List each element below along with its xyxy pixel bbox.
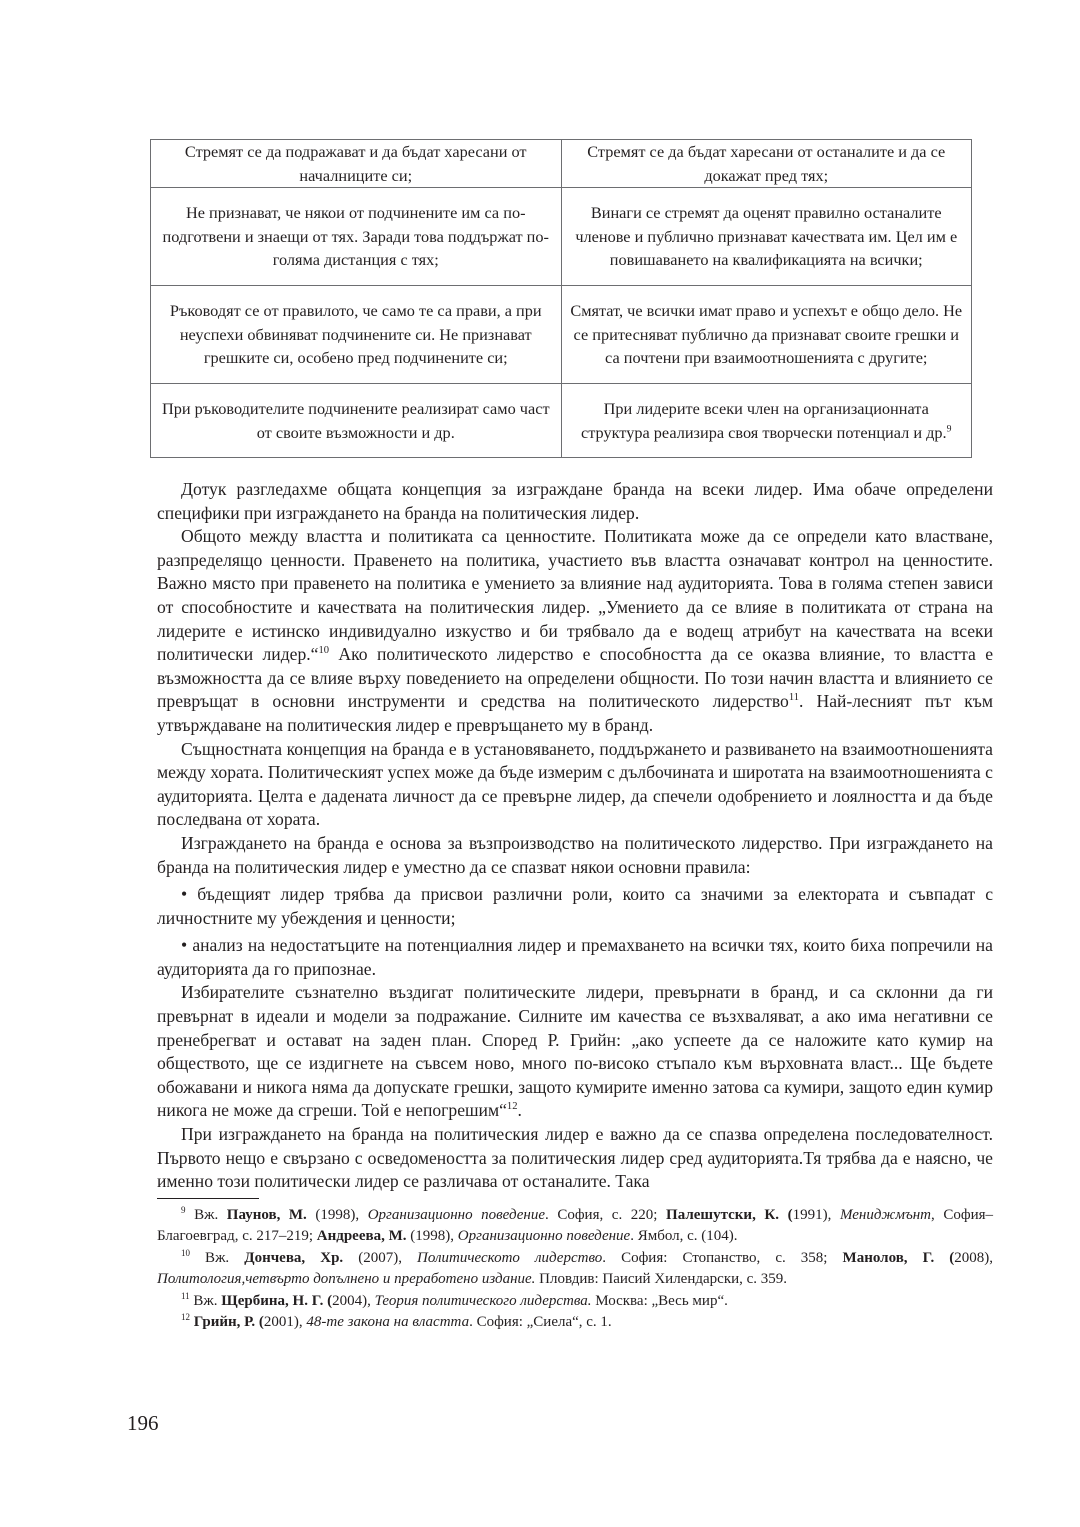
- text-run: Общото между властта и политиката са ценностите. Политиката може да се определи като властване, разпределящо ценности. Правенето на политика, участието във властта означават контрол на ценностите. Важно място при правенето на политика е умението за влияние над аудиторията. Това в голяма степен зависи от способностите и качествата на политическия лидер. „Умението да се влияе в политиката от страна на лидерите е истинско индивидуално изкуство и би трябвало да е водещ атрибут на качествата на всеки политически лидер.“: [157, 526, 993, 665]
- bullet-item: [157, 934, 993, 981]
- cell-leaders: [561, 188, 972, 286]
- paragraph: [157, 981, 993, 1123]
- text-run: Палешутски, К. (: [666, 1206, 793, 1223]
- text-run: Вж.: [189, 1292, 222, 1309]
- text-run: 2004),: [332, 1292, 375, 1309]
- text-run: Същностната концепция на бранда е в установяването, поддържането и развиването на взаимоотношенията между хората. Политическият успех може да бъде измерим с дълбочината и широтата на взаимоотношенията с аудиторията. Целта е дадената личност да се превърне лидер, да спечели одобрението и лоялността и да бъде последвана от хората.: [157, 738, 993, 830]
- text-run: Паунов, М.: [226, 1206, 307, 1223]
- paragraph: [157, 478, 993, 525]
- table-row: [151, 384, 972, 458]
- text-run: При изграждането на бранда на политическия лидер е важно да се спазва определена последователност. Първото нещо е свързано с осведомеността за политическия лидер сред аудиторията.Тя трябва да е наясно, че именно този политически лидер се различава от останалите. Така: [157, 1124, 993, 1192]
- text-run: Щербина, Н. Г. (: [221, 1292, 333, 1309]
- text-run: Андреева, М.: [316, 1228, 407, 1245]
- footnote: [157, 1205, 993, 1248]
- paragraph: [157, 525, 993, 737]
- footnote-ref: 11: [788, 692, 799, 704]
- cell-text: Ръководят се от правилото, че само те са прави, а при неуспехи обвиняват подчинените си. Не признават грешките си, особено пред подчинените си;: [169, 301, 542, 368]
- footnote: [157, 1291, 993, 1313]
- cell-managers: [151, 384, 562, 458]
- page-content: [157, 139, 993, 1334]
- footnote-divider: [157, 1198, 259, 1199]
- paragraph: [157, 832, 993, 879]
- footnote-ref: 10: [181, 1247, 190, 1258]
- text-run: Пловдив: Паисий Хилендарски, с. 359.: [535, 1271, 788, 1288]
- cell-text: Стремят се да подражават и да бъдат харесани от началниците си;: [184, 142, 527, 185]
- text-run: Политическото лидерство: [417, 1249, 603, 1266]
- text-run: Дончева, Хр.: [244, 1249, 344, 1266]
- text-run: 1991),: [792, 1206, 840, 1223]
- footnote-ref: 9: [946, 423, 952, 435]
- footnotes: [157, 1205, 993, 1334]
- cell-leaders: [561, 140, 972, 188]
- text-run: Вж.: [190, 1249, 245, 1266]
- comparison-table: [150, 139, 972, 458]
- footnote-ref: 12: [181, 1312, 190, 1323]
- text-run: Дотук разгледахме общата концепция за изграждане бранда на всеки лидер. Има обаче определени специфики при изграждането на бранда на политическия лидер.: [157, 479, 993, 523]
- page-number: 196: [127, 1411, 159, 1435]
- cell-text: При ръководителите подчинените реализират само част от своите възможности и др.: [161, 399, 550, 442]
- cell-managers: [151, 286, 562, 384]
- text-run: (2007),: [343, 1249, 418, 1266]
- text-run: Манолов, Г. (: [842, 1249, 955, 1266]
- text-run: • анализ на недостатъците на потенциалния лидер и премахването на всички тях, които биха попречили на аудиторията да го припознае.: [157, 935, 993, 979]
- text-run: Грийн, Р. (: [193, 1314, 264, 1331]
- table-row: [151, 140, 972, 188]
- text-run: Ако политическото лидерство е способността да се оказва влияние, то властта е възможността да се влияе върху поведението на определени общности. По този начин властта и влиянието се превръщат в основни инструменти и средства на политическото лидерство: [157, 644, 993, 712]
- text-run: Москва: „Весь мир“.: [591, 1292, 728, 1309]
- text-run: Мениджмънт: [839, 1206, 932, 1223]
- footnote-ref: 11: [181, 1290, 190, 1301]
- text-run: • бъдещият лидер трябва да присвои различни роли, които са значими за електората и съвпадат с личностните му убеждения и ценности;: [157, 884, 993, 928]
- footnote: [157, 1312, 993, 1334]
- text-run: (1998),: [306, 1206, 368, 1223]
- table-row: [151, 188, 972, 286]
- footnote: [157, 1248, 993, 1291]
- text-run: . София: „Сиела“, с. 1.: [469, 1314, 612, 1331]
- text-run: 48-те закона на властта: [306, 1314, 470, 1331]
- cell-text: Винаги се стремят да оценят правилно останалите членове и публично признават качествата им. Цел им е повишаването на квалификацията на всички;: [575, 203, 958, 270]
- text-run: .: [517, 1100, 522, 1121]
- paragraph: [157, 1123, 993, 1194]
- text-run: Теория политического лидерства.: [374, 1292, 592, 1309]
- footnote-ref: 9: [181, 1204, 186, 1215]
- cell-managers: [151, 188, 562, 286]
- cell-leaders: [561, 286, 972, 384]
- text-run: . София: Стопанство, с. 358;: [602, 1249, 843, 1266]
- cell-leaders: [561, 384, 972, 458]
- text-run: Политология,четвърто допълнено и преработено издание.: [157, 1271, 536, 1288]
- text-run: . Ямбол, с. (104).: [630, 1228, 738, 1245]
- text-run: , София–Благоевград, с. 217–219;: [157, 1206, 993, 1245]
- text-run: . Най-лесният път към утвърждаване на политическия лидер е превръщането му в бранд.: [157, 691, 993, 735]
- cell-text: Не признават, че някои от подчинените им са по-подготвени и знаещи от тях. Заради това поддържат по-голяма дистанция с тях;: [162, 203, 549, 270]
- table-row: [151, 286, 972, 384]
- text-run: Вж.: [185, 1206, 227, 1223]
- text-run: (1998),: [406, 1228, 458, 1245]
- text-run: Избирателите съзнателно въздигат политическите лидери, превърнати в бранд, и са склонни да ги превърнат в идеали и модели за подражание. Силните им качества се възхваляват, а ако има негативни се пренебрегват и остават на заден план. Според Р. Грийн: „ако успеете да се наложите като кумир на обществото, ще се издигнете на съвсем ново, много по-високо стъпало към върховната власт... Ще бъдете обожавани и никога няма да допускате грешки, защото кумирите именно затова са кумири, защото един кумир никога не може да сгреши. Той е непогрешим“: [157, 982, 993, 1121]
- cell-text: Смятат, че всички имат право и успехът е общо дело. Не се притесняват публично да признават своите грешки и са почтени при взаимоотношенията с другите;: [570, 301, 963, 368]
- text-run: 2001),: [263, 1314, 307, 1331]
- cell-text: Стремят се да бъдат харесани от останалите и да се докажат пред тях;: [587, 142, 946, 185]
- bullet-item: [157, 883, 993, 930]
- cell-text: При лидерите всеки член на организационната структура реализира своя творчески потенциал и др.: [581, 399, 947, 442]
- paragraph: [157, 738, 993, 832]
- text-run: Изграждането на бранда е основа за възпроизводство на политическото лидерство. При изграждането на бранда на политическия лидер е уместно да се спазват някои основни правила:: [157, 832, 993, 877]
- footnote-ref: 12: [506, 1101, 518, 1113]
- body-text: [157, 478, 993, 1194]
- text-run: Организационно поведение: [457, 1228, 631, 1245]
- text-run: Организационно поведение: [367, 1206, 545, 1223]
- footnote-ref: 10: [318, 645, 330, 657]
- text-run: 2008),: [954, 1249, 994, 1266]
- cell-managers: [151, 140, 562, 188]
- text-run: . София, с. 220;: [544, 1206, 667, 1223]
